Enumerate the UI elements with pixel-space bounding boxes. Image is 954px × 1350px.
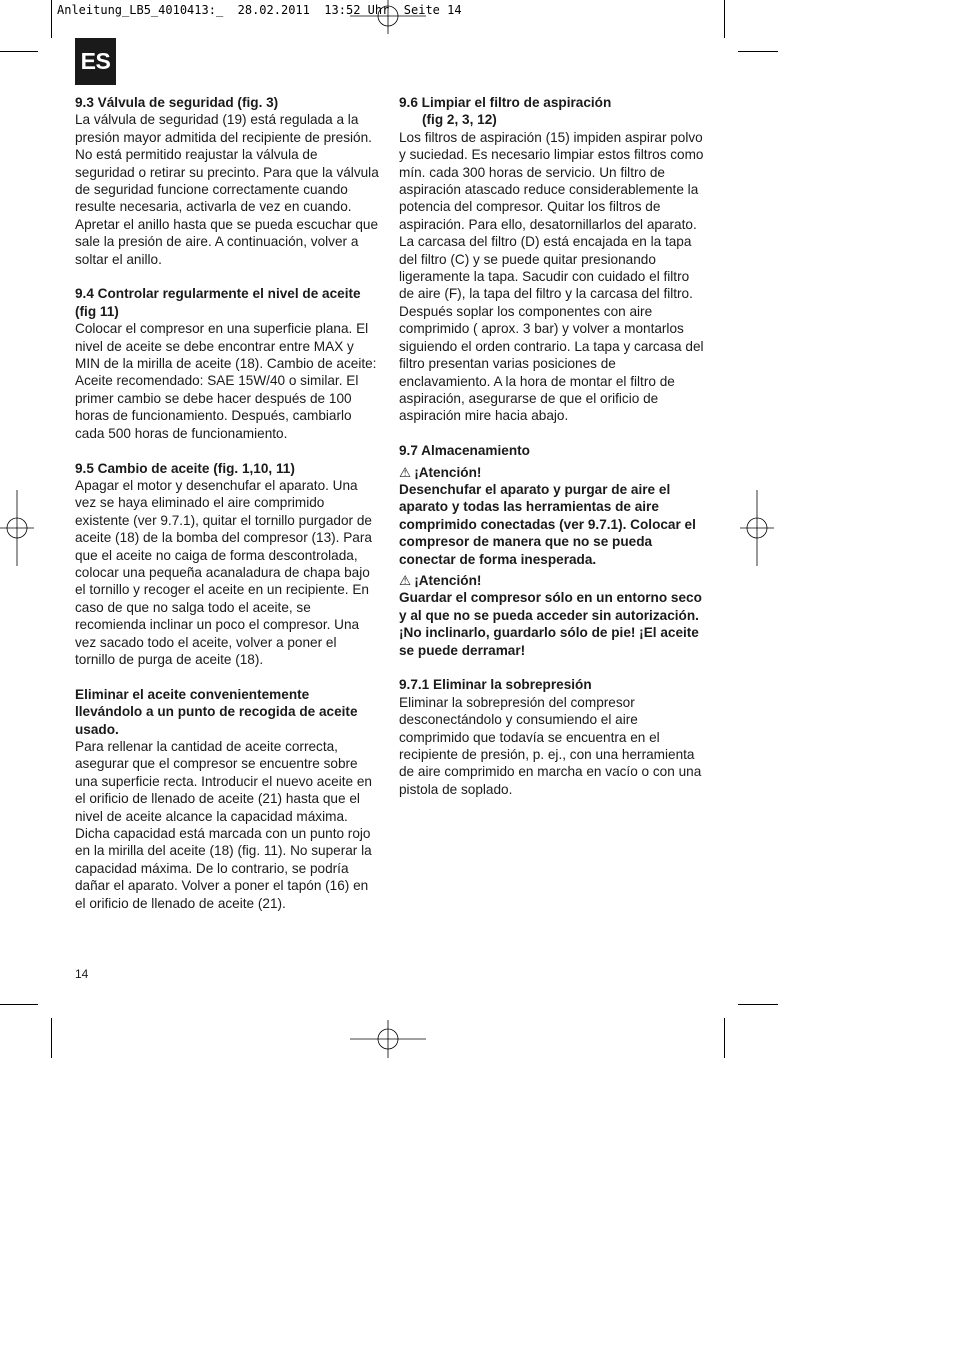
warning-1-heading (399, 464, 704, 481)
language-badge: ES (75, 38, 116, 85)
section-9-3 (75, 94, 380, 268)
section-9-7-1 (399, 676, 704, 798)
section-body: Colocar el compresor en una superficie plana. El nivel de aceite se debe encontrar entre MAX y MIN de la mirilla de aceite (18). Cambio de aceite: Aceite recomendado: SAE 15W/40 o similar. El primer cambio se debe hacer después de 100 horas de funcionamiento. Después, cambiarlo cada 500 horas de funcionamiento. (75, 321, 377, 441)
crop-mark-br-v (724, 1018, 725, 1058)
page-number: 14 (75, 967, 89, 981)
left-column (75, 94, 380, 929)
section-title: 9.7 Almacenamiento (399, 443, 530, 459)
warning-label: ¡Atención! (414, 464, 482, 480)
section-title: 9.7.1 Eliminar la sobrepresión (399, 677, 592, 693)
section-9-4 (75, 285, 380, 442)
section-title-line2: (fig 2, 3, 12) (422, 112, 497, 128)
warning-triangle-icon: ⚠ (399, 464, 412, 480)
section-9-5 (75, 460, 380, 669)
print-header: Anleitung_LB5_4010413:_ 28.02.2011 13:52 Uhr Seite 14 (57, 3, 462, 17)
registration-mark-left (0, 490, 34, 566)
crop-mark-tr-h (738, 51, 778, 52)
registration-mark-top (350, 0, 426, 34)
crop-mark-tl-h (0, 51, 38, 52)
section-title: 9.5 Cambio de aceite (fig. 1,10, 11) (75, 460, 295, 476)
warning-triangle-icon: ⚠ (399, 572, 412, 588)
crop-mark-bl-v (51, 1018, 52, 1058)
section-body: Eliminar la sobrepresión del compresor desconectándolo y consumiendo el aire comprimido que todavía se encuentra en el recipiente de presión, p. ej., con una herramienta de aire comprimido en marcha en vacío o con una pistola de soplado. (399, 694, 702, 797)
section-body: La válvula de seguridad (19) está regulada a la presión mayor admitida del recipiente de presión. No está permitido reajustar la válvula de seguridad o retirar su precinto. Para que la válvula de seguridad funcione correctamente cuando resulte necesaria, activarla de vez en cuando. Apretar el anillo hasta que se pueda escuchar que sale la presión de aire. A continuación, volver a soltar el anillo. (75, 112, 379, 267)
warning-2-text: Guardar el compresor sólo en un entorno seco y al que no se pueda acceder sin autorización. ¡No inclinarlo, guardarlo sólo de pie! ¡El aceite se puede derramar! (399, 590, 702, 658)
right-column (399, 94, 704, 816)
crop-mark-bl-h (0, 1004, 38, 1005)
crop-mark-br-h (738, 1004, 778, 1005)
warning-1-text: Desenchufar el aparato y purgar de aire el aparato y todas las herramientas de aire comprimido conectadas (ver 9.7.1). Colocar el compresor de manera que no se pueda conectar de forma inesperada. (399, 481, 696, 567)
warning-label: ¡Atención! (414, 572, 482, 588)
crop-mark-tr-v (724, 0, 725, 38)
registration-mark-right (740, 490, 774, 566)
crop-mark-tl-v (51, 0, 52, 38)
registration-mark-bottom (350, 1020, 426, 1058)
section-title: 9.4 Controlar regularmente el nivel de aceite (fig 11) (75, 286, 361, 319)
section-9-6 (399, 94, 704, 425)
section-body: Los filtros de aspiración (15) impiden aspirar polvo y suciedad. Es necesario limpiar estos filtros como mín. cada 300 horas de servicio. Un filtro de aspiración atascado reduce considerablemente la potencia del compresor. Quitar los filtros de aspiración. Para ello, desatornillarlos del aparato. La carcasa del filtro (D) está encajada en la tapa del filtro (C) y se puede quitar presionando ligeramente la tapa. Sacudir con cuidado el filtro de aire (F), la tapa del filtro y la carcasa del filtro. Después soplar los componentes con aire comprimido ( aprox. 3 bar) y volver a montarlos siguiendo el orden contrario. La tapa y carcasa del filtro presentan varias posiciones de enclavamiento. A la hora de montar el filtro de aspiración, asegurarse de que el orificio de aspiración mire hacia abajo. (399, 129, 704, 424)
section-title (399, 94, 704, 129)
section-oil-disposal (75, 686, 380, 912)
section-title: 9.3 Válvula de seguridad (fig. 3) (75, 95, 279, 110)
section-body: Apagar el motor y desenchufar el aparato. Una vez se haya eliminado el aire comprimido existente (ver 9.7.1), quitar el tornillo purgador de aceite (18) de la bomba del compresor (13). Para que el aceite no caiga de forma descontrolada, colocar una pequeña acanaladura de chapa bajo el tornillo y recoger el aceite en un recipiente. En caso de que no salga todo el aceite, se recomienda inclinar un poco el compresor. Una vez sacado todo el aceite, volver a poner el tornillo de purga de aceite (18). (75, 477, 372, 667)
section-body: Para rellenar la cantidad de aceite correcta, asegurar que el compresor se encuentre sobre una superficie recta. Introducir el nuevo aceite en el orificio de llenado de aceite (21) hasta que el nivel de aceite alcance la capacidad máxima. Dicha capacidad está marcada con un punto rojo en la mirilla del aceite (18) (fig. 11). No superar la capacidad máxima. De lo contrario, se podría dañar el aparato. Volver a poner el tapón (16) en el orificio de llenado de aceite (21). (75, 738, 372, 911)
section-title: Eliminar el aceite convenientemente llevándolo a un punto de recogida de aceite usado. (75, 686, 358, 737)
section-title-line1: 9.6 Limpiar el filtro de aspiración (399, 95, 612, 110)
section-9-7 (399, 442, 704, 659)
warning-2-heading (399, 572, 704, 589)
